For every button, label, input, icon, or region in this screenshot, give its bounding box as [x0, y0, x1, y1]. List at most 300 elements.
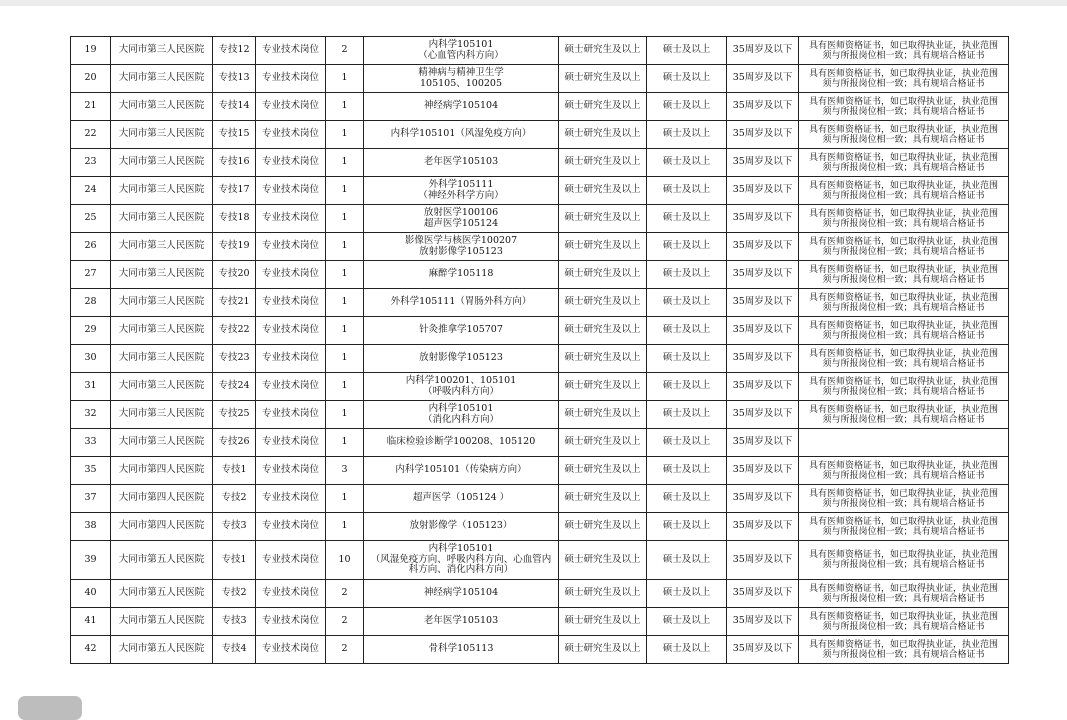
degree-cell: 硕士及以上 [647, 373, 727, 401]
position-code-cell: 专技17 [213, 177, 256, 205]
requirement-line: 具有医师资格证书，如已取得执业证，执业范围 [808, 236, 998, 247]
major-line: 内科学105101（传染病方向） [395, 464, 527, 476]
age-cell: 35周岁及以下 [727, 65, 799, 93]
major-line: 外科学105111（胃肠外科方向） [390, 296, 532, 308]
requirement-line: 具有医师资格证书，如已取得执业证，执业范围 [808, 404, 998, 415]
headcount-cell: 1 [326, 429, 364, 457]
age-cell: 35周岁及以下 [727, 608, 799, 636]
employer-cell: 大同市第三人民医院 [111, 429, 213, 457]
education-cell: 硕士研究生及以上 [559, 317, 647, 345]
position-code-cell: 专技25 [213, 401, 256, 429]
age-cell: 35周岁及以下 [727, 485, 799, 513]
requirement-line: 具有医师资格证书，如已取得执业证，执业范围 [808, 40, 998, 51]
position-type-cell: 专业技术岗位 [256, 580, 326, 608]
serial-number-cell: 37 [71, 485, 111, 513]
education-cell: 硕士研究生及以上 [559, 429, 647, 457]
position-type-cell: 专业技术岗位 [256, 65, 326, 93]
employer-cell: 大同市第五人民医院 [111, 580, 213, 608]
table-row [71, 289, 1009, 317]
headcount-cell: 1 [326, 205, 364, 233]
employer-cell: 大同市第三人民医院 [111, 289, 213, 317]
position-code-cell: 专技4 [213, 636, 256, 664]
headcount-cell: 1 [326, 317, 364, 345]
headcount-cell: 1 [326, 65, 364, 93]
table-row [71, 485, 1009, 513]
major-line: 老年医学105103 [423, 156, 499, 168]
education-cell: 硕士研究生及以上 [559, 121, 647, 149]
education-cell: 硕士研究生及以上 [559, 485, 647, 513]
requirement-line: 具有医师资格证书，如已取得执业证，执业范围 [808, 460, 998, 471]
age-cell: 35周岁及以下 [727, 373, 799, 401]
requirement-cell [799, 289, 1009, 317]
headcount-cell: 1 [326, 485, 364, 513]
requirement-line: 须与所报岗位相一致；具有规培合格证书 [822, 330, 985, 341]
major-line: 内科学105101（风湿免疫方向） [390, 128, 532, 140]
age-cell: 35周岁及以下 [727, 580, 799, 608]
major-cell [364, 37, 559, 65]
major-cell [364, 608, 559, 636]
employer-cell: 大同市第五人民医院 [111, 608, 213, 636]
position-code-cell: 专技14 [213, 93, 256, 121]
table-row [71, 205, 1009, 233]
requirement-cell [799, 65, 1009, 93]
requirement-line: 须与所报岗位相一致；具有规培合格证书 [822, 274, 985, 285]
age-cell: 35周岁及以下 [727, 541, 799, 580]
requirement-cell [799, 429, 1009, 457]
requirement-line: 具有医师资格证书，如已取得执业证，执业范围 [808, 208, 998, 219]
major-line: （风湿免疫方向、呼吸内科方向、心血管内 [370, 553, 552, 565]
major-cell [364, 177, 559, 205]
major-cell [364, 121, 559, 149]
serial-number-cell: 40 [71, 580, 111, 608]
position-code-cell: 专技19 [213, 233, 256, 261]
headcount-cell: 2 [326, 608, 364, 636]
position-type-cell: 专业技术岗位 [256, 345, 326, 373]
age-cell: 35周岁及以下 [727, 233, 799, 261]
age-cell: 35周岁及以下 [727, 457, 799, 485]
requirement-line: 须与所报岗位相一致；具有规培合格证书 [822, 78, 985, 89]
headcount-cell: 1 [326, 513, 364, 541]
recruitment-table [70, 36, 1009, 664]
degree-cell: 硕士及以上 [647, 636, 727, 664]
position-code-cell: 专技3 [213, 513, 256, 541]
headcount-cell: 2 [326, 636, 364, 664]
requirement-cell [799, 205, 1009, 233]
degree-cell: 硕士及以上 [647, 580, 727, 608]
degree-cell: 硕士及以上 [647, 233, 727, 261]
major-cell [364, 93, 559, 121]
requirement-cell [799, 636, 1009, 664]
serial-number-cell: 41 [71, 608, 111, 636]
headcount-cell: 1 [326, 233, 364, 261]
major-cell [364, 317, 559, 345]
requirement-line: 须与所报岗位相一致；具有规培合格证书 [822, 218, 985, 229]
age-cell: 35周岁及以下 [727, 121, 799, 149]
position-code-cell: 专技13 [213, 65, 256, 93]
employer-cell: 大同市第三人民医院 [111, 65, 213, 93]
education-cell: 硕士研究生及以上 [559, 93, 647, 121]
major-cell [364, 233, 559, 261]
education-cell: 硕士研究生及以上 [559, 457, 647, 485]
major-cell [364, 149, 559, 177]
requirement-line: 须与所报岗位相一致；具有规培合格证书 [822, 470, 985, 481]
position-type-cell: 专业技术岗位 [256, 608, 326, 636]
requirement-cell [799, 317, 1009, 345]
serial-number-cell: 21 [71, 93, 111, 121]
requirement-line: 具有医师资格证书，如已取得执业证，执业范围 [808, 96, 998, 107]
education-cell: 硕士研究生及以上 [559, 177, 647, 205]
requirement-line: 须与所报岗位相一致；具有规培合格证书 [822, 134, 985, 145]
employer-cell: 大同市第四人民医院 [111, 457, 213, 485]
major-line: 神经病学105104 [423, 100, 499, 112]
headcount-cell: 1 [326, 373, 364, 401]
major-line: 骨科学105113 [428, 643, 494, 655]
education-cell: 硕士研究生及以上 [559, 580, 647, 608]
requirement-line: 具有医师资格证书，如已取得执业证，执业范围 [808, 639, 998, 650]
major-cell [364, 373, 559, 401]
degree-cell: 硕士及以上 [647, 457, 727, 485]
serial-number-cell: 29 [71, 317, 111, 345]
education-cell: 硕士研究生及以上 [559, 345, 647, 373]
serial-number-cell: 28 [71, 289, 111, 317]
major-line: 放射医学100106 [423, 207, 499, 218]
requirement-cell [799, 541, 1009, 580]
requirement-line: 须与所报岗位相一致；具有规培合格证书 [822, 106, 985, 117]
position-type-cell: 专业技术岗位 [256, 401, 326, 429]
major-line: 内科学105101 [428, 39, 494, 50]
position-code-cell: 专技20 [213, 261, 256, 289]
degree-cell: 硕士及以上 [647, 608, 727, 636]
position-code-cell: 专技18 [213, 205, 256, 233]
table-row [71, 261, 1009, 289]
requirement-line: 须与所报岗位相一致；具有规培合格证书 [822, 414, 985, 425]
top-edge-strip [0, 0, 1067, 6]
major-line: 临床检验诊断学100208、105120 [386, 436, 536, 448]
major-cell [364, 513, 559, 541]
major-cell [364, 541, 559, 580]
recruitment-table-page [70, 36, 1008, 664]
major-cell [364, 636, 559, 664]
requirement-line: 须与所报岗位相一致；具有规培合格证书 [822, 498, 985, 509]
education-cell: 硕士研究生及以上 [559, 401, 647, 429]
major-cell [364, 65, 559, 93]
serial-number-cell: 25 [71, 205, 111, 233]
major-cell [364, 345, 559, 373]
headcount-cell: 1 [326, 177, 364, 205]
requirement-cell [799, 121, 1009, 149]
serial-number-cell: 26 [71, 233, 111, 261]
age-cell: 35周岁及以下 [727, 177, 799, 205]
requirement-line: 须与所报岗位相一致；具有规培合格证书 [822, 386, 985, 397]
position-code-cell: 专技1 [213, 541, 256, 580]
serial-number-cell: 42 [71, 636, 111, 664]
position-type-cell: 专业技术岗位 [256, 485, 326, 513]
table-row [71, 121, 1009, 149]
employer-cell: 大同市第四人民医院 [111, 485, 213, 513]
headcount-cell: 1 [326, 149, 364, 177]
headcount-cell: 1 [326, 93, 364, 121]
education-cell: 硕士研究生及以上 [559, 289, 647, 317]
position-type-cell: 专业技术岗位 [256, 429, 326, 457]
requirement-line: 须与所报岗位相一致；具有规培合格证书 [822, 526, 985, 537]
serial-number-cell: 32 [71, 401, 111, 429]
table-row [71, 429, 1009, 457]
major-cell [364, 205, 559, 233]
requirement-cell [799, 401, 1009, 429]
requirement-line: 具有医师资格证书，如已取得执业证，执业范围 [808, 320, 998, 331]
requirement-cell [799, 457, 1009, 485]
serial-number-cell: 35 [71, 457, 111, 485]
employer-cell: 大同市第五人民医院 [111, 636, 213, 664]
requirement-line: 须与所报岗位相一致；具有规培合格证书 [822, 50, 985, 61]
requirement-cell [799, 608, 1009, 636]
table-row [71, 401, 1009, 429]
table-row [71, 580, 1009, 608]
position-type-cell: 专业技术岗位 [256, 289, 326, 317]
requirement-line: 须与所报岗位相一致；具有规培合格证书 [822, 358, 985, 369]
employer-cell: 大同市第三人民医院 [111, 233, 213, 261]
requirement-cell [799, 580, 1009, 608]
position-code-cell: 专技12 [213, 37, 256, 65]
position-code-cell: 专技3 [213, 608, 256, 636]
position-type-cell: 专业技术岗位 [256, 121, 326, 149]
requirement-cell [799, 93, 1009, 121]
headcount-cell: 1 [326, 121, 364, 149]
requirement-line: 具有医师资格证书，如已取得执业证，执业范围 [808, 583, 998, 594]
education-cell: 硕士研究生及以上 [559, 37, 647, 65]
table-row [71, 608, 1009, 636]
requirement-line: 具有医师资格证书，如已取得执业证，执业范围 [808, 264, 998, 275]
degree-cell: 硕士及以上 [647, 205, 727, 233]
education-cell: 硕士研究生及以上 [559, 149, 647, 177]
table-row [71, 37, 1009, 65]
table-row [71, 636, 1009, 664]
major-line: 精神病与精神卫生学 [418, 67, 504, 78]
education-cell: 硕士研究生及以上 [559, 205, 647, 233]
position-type-cell: 专业技术岗位 [256, 205, 326, 233]
major-cell [364, 457, 559, 485]
serial-number-cell: 39 [71, 541, 111, 580]
serial-number-cell: 38 [71, 513, 111, 541]
position-type-cell: 专业技术岗位 [256, 513, 326, 541]
age-cell: 35周岁及以下 [727, 93, 799, 121]
major-cell [364, 485, 559, 513]
degree-cell: 硕士及以上 [647, 177, 727, 205]
position-type-cell: 专业技术岗位 [256, 93, 326, 121]
position-type-cell: 专业技术岗位 [256, 149, 326, 177]
education-cell: 硕士研究生及以上 [559, 636, 647, 664]
degree-cell: 硕士及以上 [647, 429, 727, 457]
position-code-cell: 专技16 [213, 149, 256, 177]
age-cell: 35周岁及以下 [727, 513, 799, 541]
serial-number-cell: 31 [71, 373, 111, 401]
age-cell: 35周岁及以下 [727, 261, 799, 289]
major-cell [364, 261, 559, 289]
requirement-cell [799, 149, 1009, 177]
table-row [71, 93, 1009, 121]
employer-cell: 大同市第三人民医院 [111, 373, 213, 401]
major-cell [364, 429, 559, 457]
requirement-line: 具有医师资格证书，如已取得执业证，执业范围 [808, 550, 998, 560]
requirement-line: 具有医师资格证书，如已取得执业证，执业范围 [808, 152, 998, 163]
degree-cell: 硕士及以上 [647, 289, 727, 317]
degree-cell: 硕士及以上 [647, 37, 727, 65]
degree-cell: 硕士及以上 [647, 121, 727, 149]
employer-cell: 大同市第五人民医院 [111, 541, 213, 580]
bottom-handle[interactable] [18, 696, 82, 720]
position-code-cell: 专技15 [213, 121, 256, 149]
position-type-cell: 专业技术岗位 [256, 541, 326, 580]
table-body [71, 37, 1009, 664]
requirement-cell [799, 37, 1009, 65]
headcount-cell: 1 [326, 289, 364, 317]
age-cell: 35周岁及以下 [727, 317, 799, 345]
position-code-cell: 专技21 [213, 289, 256, 317]
requirement-line: 须与所报岗位相一致；具有规培合格证书 [822, 302, 985, 313]
age-cell: 35周岁及以下 [727, 205, 799, 233]
serial-number-cell: 22 [71, 121, 111, 149]
age-cell: 35周岁及以下 [727, 345, 799, 373]
degree-cell: 硕士及以上 [647, 93, 727, 121]
employer-cell: 大同市第三人民医院 [111, 205, 213, 233]
requirement-line: 具有医师资格证书，如已取得执业证，执业范围 [808, 348, 998, 359]
requirement-line: 具有医师资格证书，如已取得执业证，执业范围 [808, 292, 998, 303]
major-line: 内科学105101 [428, 543, 494, 555]
headcount-cell: 10 [326, 541, 364, 580]
education-cell: 硕士研究生及以上 [559, 608, 647, 636]
education-cell: 硕士研究生及以上 [559, 233, 647, 261]
requirement-cell [799, 485, 1009, 513]
position-type-cell: 专业技术岗位 [256, 636, 326, 664]
employer-cell: 大同市第三人民医院 [111, 149, 213, 177]
employer-cell: 大同市第三人民医院 [111, 177, 213, 205]
major-line: （消化内科方向） [422, 413, 499, 425]
degree-cell: 硕士及以上 [647, 149, 727, 177]
requirement-line: 须与所报岗位相一致；具有规培合格证书 [822, 162, 985, 173]
position-code-cell: 专技22 [213, 317, 256, 345]
major-line: 放射影像学105123 [419, 352, 503, 364]
major-line: 放射影像学105123 [419, 245, 503, 257]
serial-number-cell: 19 [71, 37, 111, 65]
position-type-cell: 专业技术岗位 [256, 37, 326, 65]
requirement-cell [799, 373, 1009, 401]
position-type-cell: 专业技术岗位 [256, 373, 326, 401]
education-cell: 硕士研究生及以上 [559, 541, 647, 580]
major-line: 老年医学105103 [423, 615, 499, 627]
position-code-cell: 专技2 [213, 580, 256, 608]
major-line: 内科学100201、105101 [405, 375, 517, 386]
major-line: 神经病学105104 [423, 587, 499, 599]
age-cell: 35周岁及以下 [727, 636, 799, 664]
major-line: 超声医学（105124 ） [412, 492, 510, 504]
requirement-line: 具有医师资格证书，如已取得执业证，执业范围 [808, 180, 998, 191]
major-line: 科方向、消化内科方向） [408, 564, 514, 576]
degree-cell: 硕士及以上 [647, 401, 727, 429]
headcount-cell: 3 [326, 457, 364, 485]
headcount-cell: 1 [326, 345, 364, 373]
requirement-cell [799, 261, 1009, 289]
employer-cell: 大同市第四人民医院 [111, 513, 213, 541]
degree-cell: 硕士及以上 [647, 317, 727, 345]
position-code-cell: 专技23 [213, 345, 256, 373]
major-line: 影像医学与核医学100207 [404, 235, 518, 246]
major-cell [364, 401, 559, 429]
major-cell [364, 580, 559, 608]
major-line: 针灸推拿学105707 [419, 324, 503, 336]
age-cell: 35周岁及以下 [727, 149, 799, 177]
employer-cell: 大同市第三人民医院 [111, 345, 213, 373]
education-cell: 硕士研究生及以上 [559, 513, 647, 541]
table-row [71, 233, 1009, 261]
requirement-line: 具有医师资格证书，如已取得执业证，执业范围 [808, 376, 998, 387]
requirement-line: 须与所报岗位相一致；具有规培合格证书 [822, 649, 985, 660]
table-row [71, 317, 1009, 345]
education-cell: 硕士研究生及以上 [559, 261, 647, 289]
position-type-cell: 专业技术岗位 [256, 457, 326, 485]
serial-number-cell: 20 [71, 65, 111, 93]
requirement-cell [799, 345, 1009, 373]
education-cell: 硕士研究生及以上 [559, 65, 647, 93]
major-line: （心血管内科方向） [418, 49, 504, 61]
position-code-cell: 专技2 [213, 485, 256, 513]
requirement-cell [799, 177, 1009, 205]
headcount-cell: 1 [326, 401, 364, 429]
major-line: （神经外科学方向） [418, 189, 504, 201]
major-line: 麻醉学105118 [428, 268, 494, 280]
position-type-cell: 专业技术岗位 [256, 261, 326, 289]
table-row [71, 373, 1009, 401]
requirement-line: 须与所报岗位相一致；具有规培合格证书 [822, 593, 985, 604]
requirement-line: 具有医师资格证书，如已取得执业证，执业范围 [808, 516, 998, 527]
major-cell [364, 289, 559, 317]
table-row [71, 65, 1009, 93]
age-cell: 35周岁及以下 [727, 289, 799, 317]
major-line: 超声医学105124 [423, 217, 499, 229]
serial-number-cell: 27 [71, 261, 111, 289]
position-type-cell: 专业技术岗位 [256, 233, 326, 261]
requirement-line: 具有医师资格证书，如已取得执业证，执业范围 [808, 124, 998, 135]
requirement-line: 具有医师资格证书，如已取得执业证，执业范围 [808, 68, 998, 79]
serial-number-cell: 24 [71, 177, 111, 205]
employer-cell: 大同市第三人民医院 [111, 261, 213, 289]
degree-cell: 硕士及以上 [647, 65, 727, 93]
major-line: 内科学105101 [428, 403, 494, 414]
headcount-cell: 2 [326, 37, 364, 65]
degree-cell: 硕士及以上 [647, 541, 727, 580]
headcount-cell: 1 [326, 261, 364, 289]
requirement-line: 须与所报岗位相一致；具有规培合格证书 [822, 621, 985, 632]
position-type-cell: 专业技术岗位 [256, 317, 326, 345]
serial-number-cell: 33 [71, 429, 111, 457]
education-cell: 硕士研究生及以上 [559, 373, 647, 401]
age-cell: 35周岁及以下 [727, 401, 799, 429]
major-line: 外科学105111 [428, 179, 494, 190]
requirement-cell [799, 513, 1009, 541]
table-row [71, 513, 1009, 541]
requirement-line: 须与所报岗位相一致；具有规培合格证书 [822, 190, 985, 201]
requirement-line: 具有医师资格证书，如已取得执业证，执业范围 [808, 611, 998, 622]
requirement-cell [799, 233, 1009, 261]
degree-cell: 硕士及以上 [647, 345, 727, 373]
major-line: （呼吸内科方向） [422, 385, 499, 397]
age-cell: 35周岁及以下 [727, 429, 799, 457]
table-row [71, 345, 1009, 373]
requirement-line: 须与所报岗位相一致；具有规培合格证书 [822, 560, 985, 570]
headcount-cell: 2 [326, 580, 364, 608]
position-code-cell: 专技26 [213, 429, 256, 457]
employer-cell: 大同市第三人民医院 [111, 93, 213, 121]
employer-cell: 大同市第三人民医院 [111, 121, 213, 149]
